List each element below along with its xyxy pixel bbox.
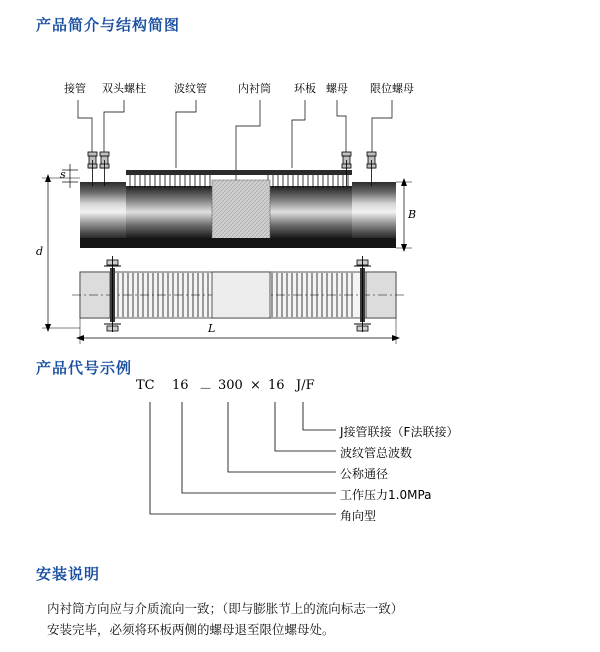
code-desc-4: 角向型 xyxy=(340,509,377,523)
part-label-5: 螺母 xyxy=(326,82,348,95)
install-note-1: 安装完毕，必须将环板两侧的螺母退至限位螺母处。 xyxy=(47,622,335,637)
code-token-3: 300 xyxy=(218,378,243,393)
dimension-label-L: L xyxy=(208,322,216,335)
code-token-4: × xyxy=(250,378,261,393)
code-token-5: 16 xyxy=(268,378,285,393)
code-token-6: J/F xyxy=(296,378,315,393)
part-label-4: 环板 xyxy=(294,82,316,95)
code-desc-1: 波纹管总波数 xyxy=(340,446,413,460)
page-title-code: 产品代号示例 xyxy=(36,359,133,377)
dimension-label-s: s xyxy=(60,168,66,181)
structure-diagram xyxy=(0,60,600,350)
product-code-example xyxy=(0,378,600,548)
install-notes xyxy=(47,598,403,640)
part-label-2: 波纹管 xyxy=(174,82,207,95)
part-label-3: 内衬筒 xyxy=(238,82,271,95)
dimension-label-d: d xyxy=(36,245,44,258)
part-label-6: 限位螺母 xyxy=(370,82,414,95)
code-desc-2: 公称通径 xyxy=(340,467,389,481)
part-label-1: 双头螺柱 xyxy=(102,82,146,95)
page-title-install: 安装说明 xyxy=(36,565,101,583)
code-leader-lines xyxy=(0,378,600,548)
code-token-2: － xyxy=(199,382,213,397)
install-note-0: 内衬筒方向应与介质流向一致；（即与膨胀节上的流向标志一致） xyxy=(47,601,404,616)
code-token-0: TC xyxy=(136,378,155,393)
part-label-0: 接管 xyxy=(64,82,86,95)
dimension-label-B: B xyxy=(408,208,417,221)
structure-diagram-svg xyxy=(0,60,600,350)
code-desc-0: J接管联接（F法联接） xyxy=(340,425,459,439)
code-token-1: 16 xyxy=(172,378,189,393)
code-desc-3: 工作压力1.0MPa xyxy=(340,488,432,502)
page-title-intro: 产品简介与结构简图 xyxy=(36,16,181,34)
